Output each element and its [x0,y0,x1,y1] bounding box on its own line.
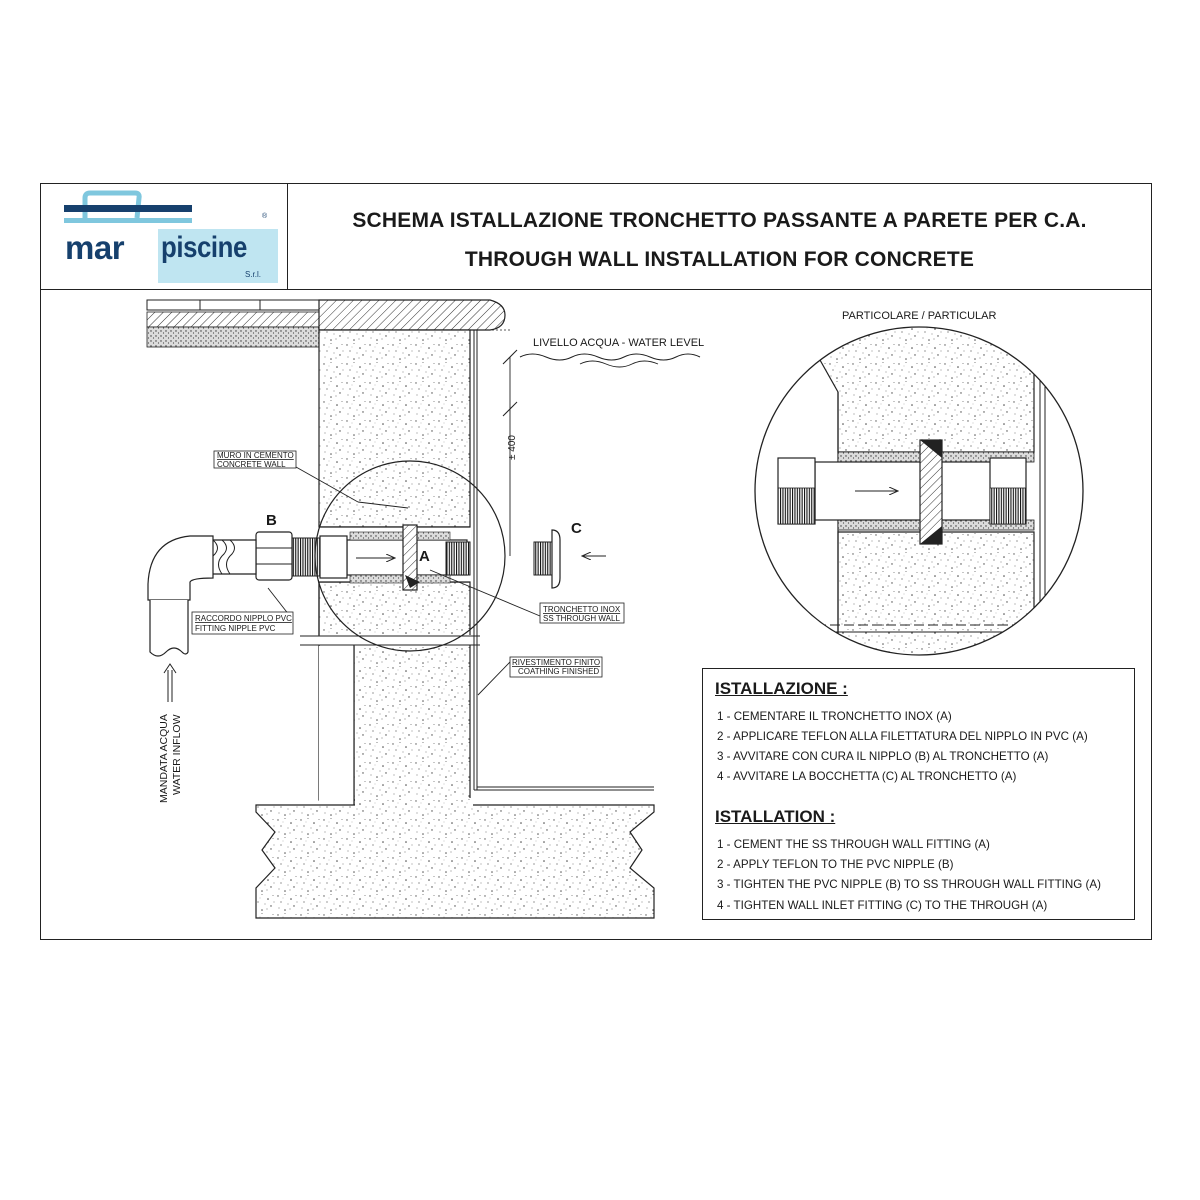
water-inflow-label-it: MANDATA ACQUA [158,714,170,803]
logo-word-piscine: piscine [161,231,247,264]
logo [41,184,288,289]
instruction-it-4: 4 - AVVITARE LA BOCCHETTA (C) AL TRONCHETTO (A) [717,770,1017,783]
instruction-en-3: 3 - TIGHTEN THE PVC NIPPLE (B) TO SS THROUGH WALL FITTING (A) [717,878,1101,891]
coating-label-it: RIVESTIMENTO FINITO [512,658,601,667]
instruction-it-3: 3 - AVVITARE CON CURA IL NIPPLO (B) AL TRONCHETTO (A) [717,750,1049,763]
title-cell [288,184,1151,289]
instruction-en-1: 1 - CEMENT THE SS THROUGH WALL FITTING (A) [717,838,990,851]
instruction-it-1: 1 - CEMENTARE IL TRONCHETTO INOX (A) [717,710,952,723]
instruction-it-2: 2 - APPLICARE TEFLON ALLA FILETTATURA DEL NIPPLO IN PVC (A) [717,730,1088,743]
logo-word-mar: mar [65,229,125,266]
water-level-label: LIVELLO ACQUA - WATER LEVEL [533,337,705,349]
label-a: A [419,548,430,565]
label-b: B [266,512,277,529]
coating-label-en: COATHING FINISHED [518,667,600,676]
title-english: THROUGH WALL INSTALLATION FOR CONCRETE [464,248,975,271]
dimension-label: ± 400 [507,435,518,460]
concrete-wall-label-it: MURO IN CEMENTO [217,451,294,460]
logo-suffix: S.r.l. [245,270,262,279]
concrete-wall-label-en: CONCRETE WALL [217,460,286,469]
water-inflow-label-en: WATER INFLOW [171,714,183,795]
header [41,184,1151,290]
pvc-nipple-label-it: RACCORDO NIPPLO PVC [195,614,292,623]
label-c: C [571,520,582,537]
logo-registered-mark: ® [262,213,268,220]
instructions-title-it: ISTALLAZIONE : [715,679,848,698]
pvc-nipple-label-en: FITTING NIPPLE PVC [195,624,276,633]
instruction-en-2: 2 - APPLY TEFLON TO THE PVC NIPPLE (B) [717,858,954,871]
instruction-en-4: 4 - TIGHTEN WALL INLET FITTING (C) TO THE THROUGH (A) [717,899,1048,912]
instructions-box [702,668,1135,920]
ss-through-wall-label-en: SS THROUGH WALL [543,614,620,623]
instructions-title-en: ISTALLATION : [715,807,836,826]
ss-through-wall-label-it: TRONCHETTO INOX [543,605,621,614]
detail-title: PARTICOLARE / PARTICULAR [842,310,997,322]
title-italian: SCHEMA ISTALLAZIONE TRONCHETTO PASSANTE A PARETE PER C.A. [352,209,1087,232]
